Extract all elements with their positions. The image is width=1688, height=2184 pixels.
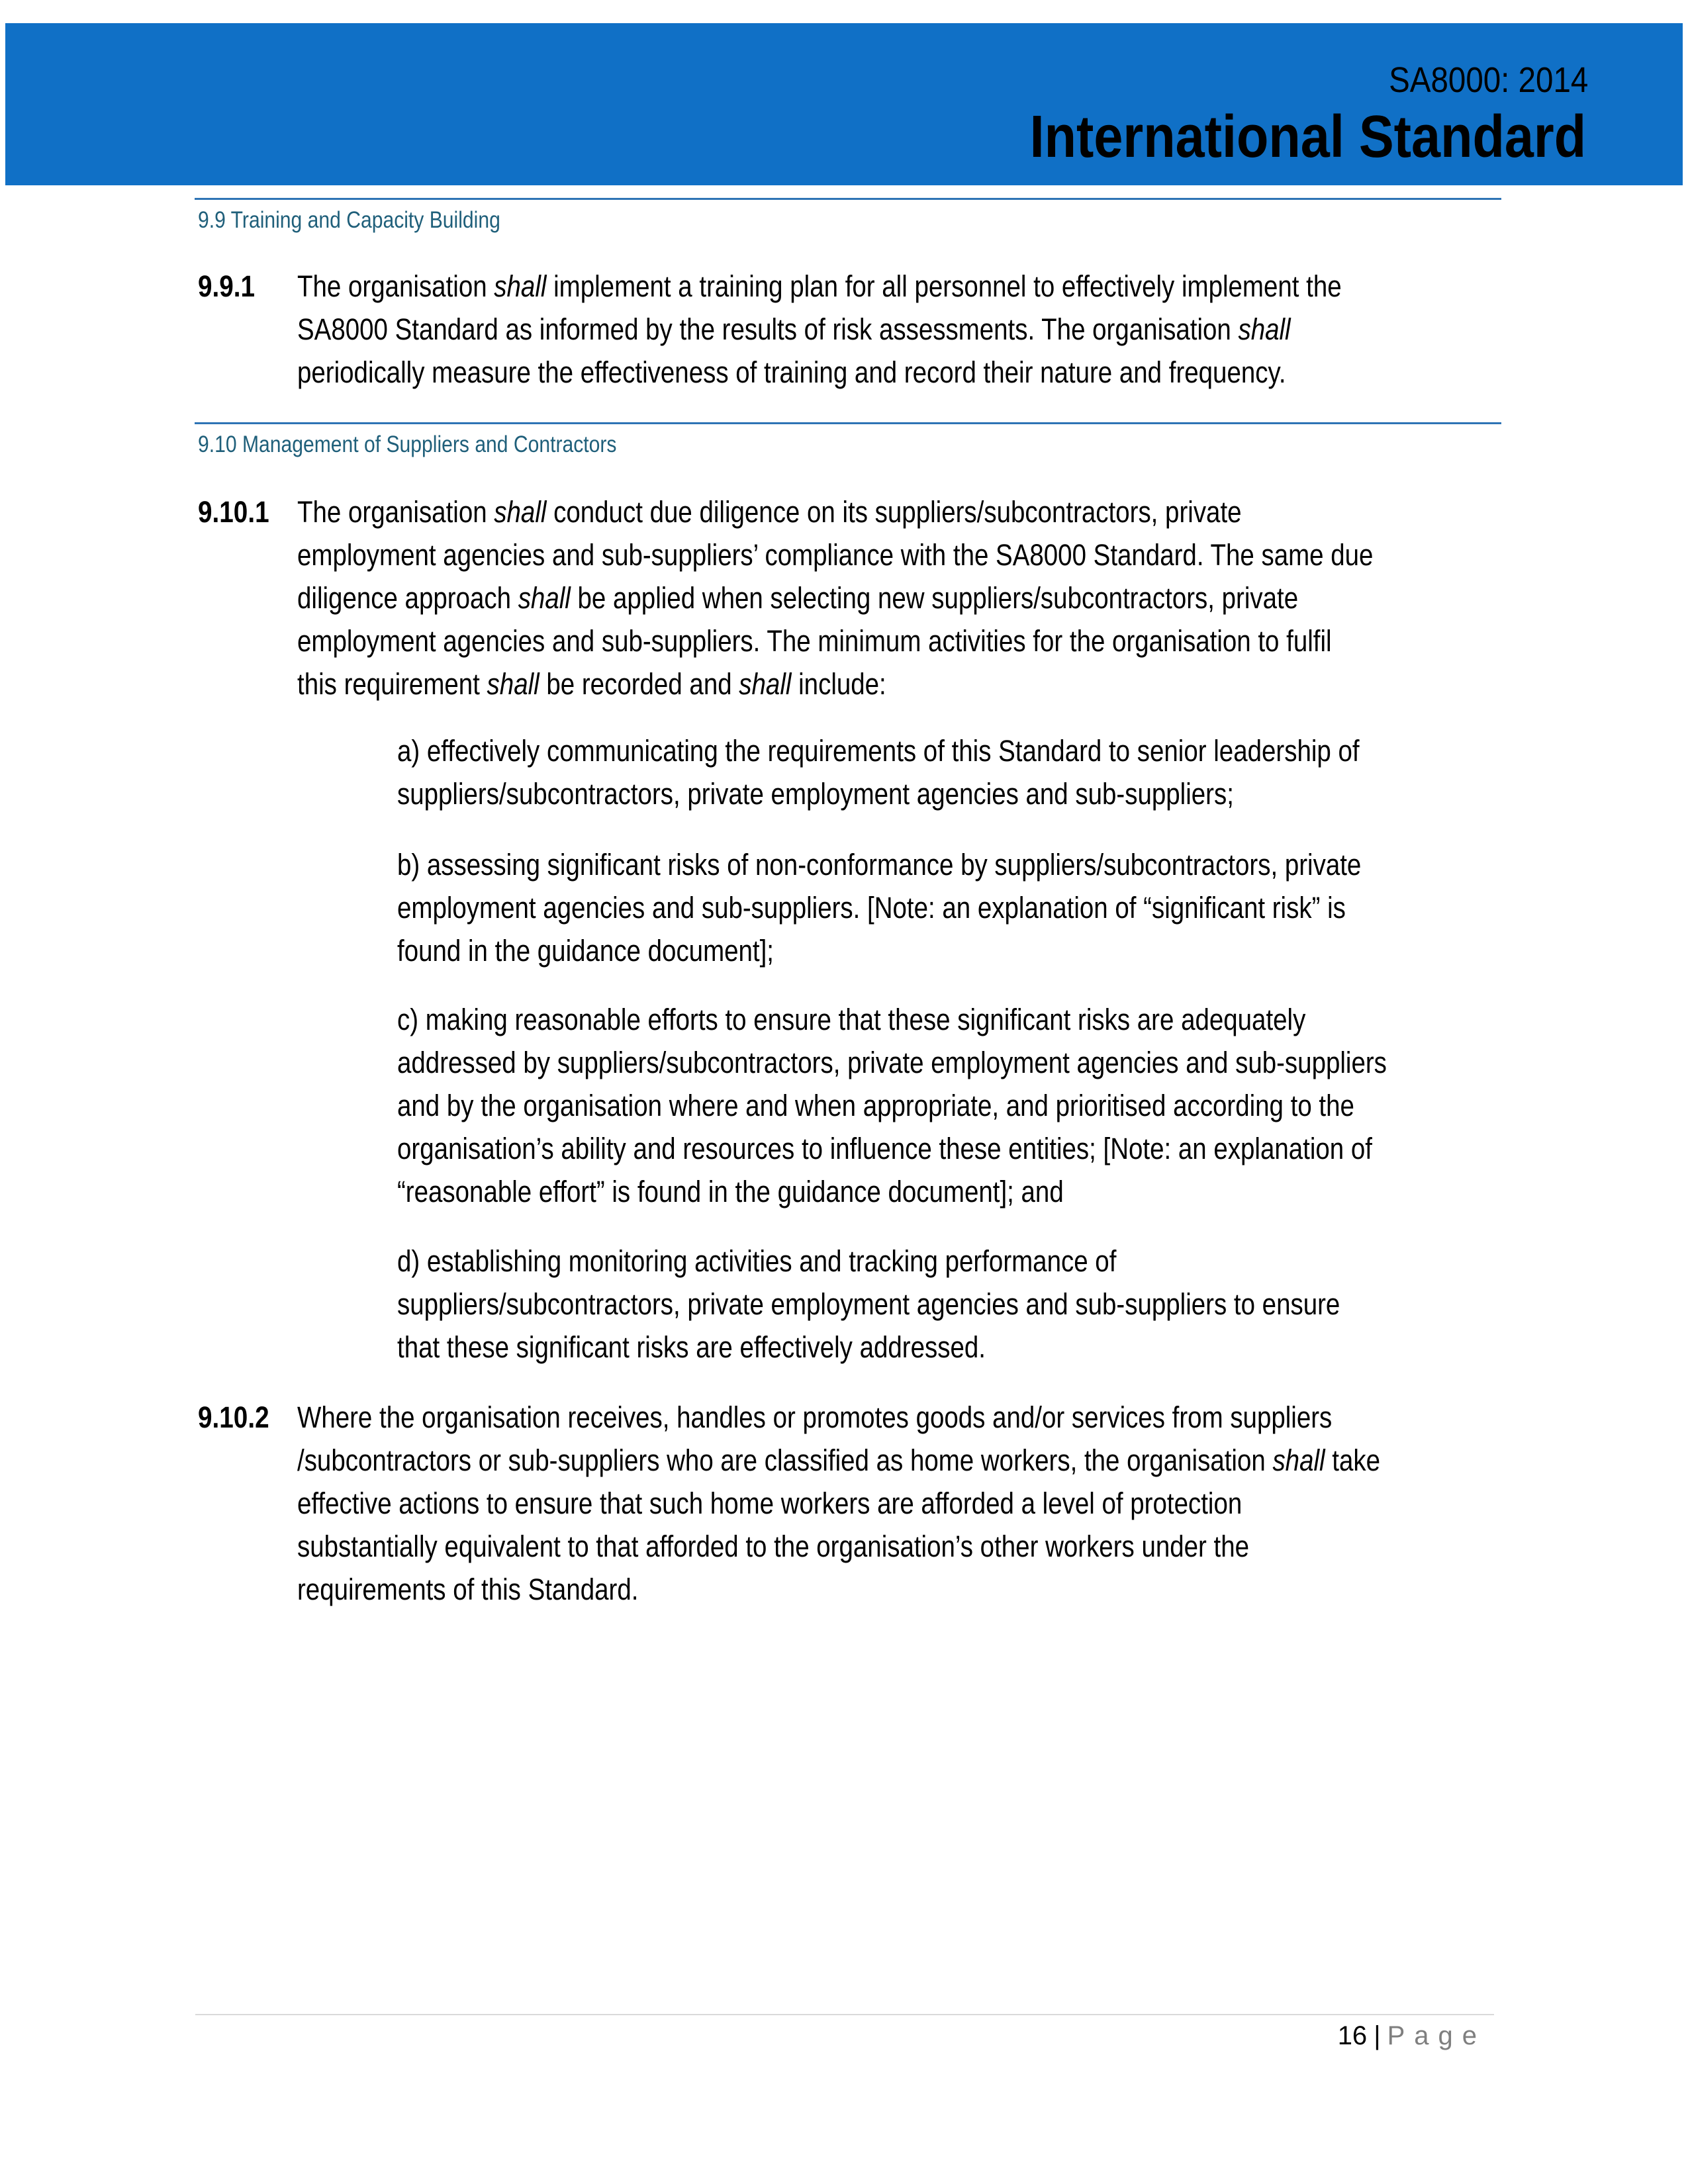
clause-text <box>297 1396 1564 1611</box>
text-segment: Where the organisation receives, handles or promotes goods and/or services from suppliers <box>297 1400 1333 1434</box>
text-segment: that these significant risks are effectively addressed. <box>397 1330 986 1364</box>
text-segment: this requirement <box>297 667 487 701</box>
text-segment: d) establishing monitoring activities and tracking performance of <box>397 1244 1117 1278</box>
clause-number: 9.10.2 <box>198 1400 269 1434</box>
text-segment: be recorded and <box>539 667 739 701</box>
text-line <box>397 1240 1340 1283</box>
text-line <box>397 1283 1340 1326</box>
text-line <box>297 265 1342 308</box>
section-divider <box>195 198 1501 200</box>
list-item <box>397 1240 1500 1369</box>
text-segment: suppliers/subcontractors, private employment agencies and sub-suppliers to ensure <box>397 1287 1340 1321</box>
page-separator: | <box>1374 2021 1381 2050</box>
text-segment: employment agencies and sub-suppliers. [Note: an explanation of “significant risk” is <box>397 891 1346 925</box>
emphasis-text: shall <box>518 581 571 615</box>
text-line <box>297 619 1373 662</box>
text-line <box>297 576 1373 619</box>
footer-divider <box>195 2014 1494 2015</box>
text-line <box>297 351 1342 394</box>
text-segment: The organisation <box>297 495 494 529</box>
list-item <box>397 998 1554 1213</box>
emphasis-text: shall <box>494 269 547 303</box>
clause-text <box>297 265 1519 394</box>
text-segment: employment agencies and sub-suppliers. The minimum activities for the organisation to fulfil <box>297 624 1332 658</box>
text-segment: addressed by suppliers/subcontractors, private employment agencies and sub-suppliers <box>397 1046 1387 1079</box>
text-line <box>297 1525 1380 1568</box>
text-line <box>297 490 1373 533</box>
text-segment: /subcontractors or sub-suppliers who are classified as home workers, the organisation <box>297 1443 1273 1477</box>
text-segment: suppliers/subcontractors, private employment agencies and sub-suppliers; <box>397 777 1234 811</box>
section-divider <box>195 422 1501 424</box>
text-segment: organisation’s ability and resources to influence these entities; [Note: an explanation of <box>397 1132 1372 1165</box>
text-line <box>297 1396 1380 1439</box>
header-band <box>5 23 1683 185</box>
text-line <box>397 1084 1387 1127</box>
text-segment: substantially equivalent to that afforded to the organisation’s other workers under the <box>297 1529 1250 1563</box>
text-line <box>397 886 1361 929</box>
text-segment: include: <box>791 667 886 701</box>
text-line <box>297 1439 1380 1482</box>
emphasis-text: shall <box>1238 312 1291 346</box>
text-segment: The organisation <box>297 269 494 303</box>
text-line <box>297 662 1373 705</box>
section-heading: 9.9 Training and Capacity Building <box>198 207 500 233</box>
page-number: 16 <box>1337 2021 1368 2050</box>
text-segment: “reasonable effort” is found in the guidance document]; and <box>397 1175 1064 1208</box>
text-segment: be applied when selecting new suppliers/subcontractors, private <box>570 581 1299 615</box>
text-line <box>297 533 1373 576</box>
text-line <box>297 308 1342 351</box>
text-segment: effective actions to ensure that such home workers are afforded a level of protection <box>297 1486 1243 1520</box>
text-line <box>297 1568 1380 1611</box>
page-label: Page <box>1387 2021 1486 2050</box>
text-segment: a) effectively communicating the requirements of this Standard to senior leadership of <box>397 734 1360 768</box>
text-segment: employment agencies and sub-suppliers’ compliance with the SA8000 Standard. The same due <box>297 538 1374 572</box>
text-segment: found in the guidance document]; <box>397 934 774 968</box>
text-line <box>397 929 1361 972</box>
text-segment: requirements of this Standard. <box>297 1572 639 1606</box>
emphasis-text: shall <box>487 667 539 701</box>
text-segment: b) assessing significant risks of non-conformance by suppliers/subcontractors, private <box>397 848 1362 882</box>
text-segment: implement a training plan for all personnel to effectively implement the <box>546 269 1342 303</box>
page-footer <box>1338 2020 1486 2052</box>
text-segment: diligence approach <box>297 581 518 615</box>
clause-text <box>297 490 1556 705</box>
section-heading: 9.10 Management of Suppliers and Contractors <box>198 432 617 457</box>
text-segment: periodically measure the effectiveness of training and record their nature and frequency. <box>297 355 1286 389</box>
document-code: SA8000: 2014 <box>1388 60 1588 100</box>
text-line <box>397 998 1387 1041</box>
text-segment: c) making reasonable efforts to ensure that these significant risks are adequately <box>397 1003 1306 1036</box>
text-line <box>397 1041 1387 1084</box>
text-segment: and by the organisation where and when appropriate, and prioritised according to the <box>397 1089 1354 1122</box>
text-line <box>397 843 1361 886</box>
text-segment: take <box>1325 1443 1381 1477</box>
list-item <box>397 729 1523 815</box>
emphasis-text: shall <box>739 667 792 701</box>
list-item <box>397 843 1524 972</box>
text-line <box>397 729 1360 772</box>
text-line <box>397 1170 1387 1213</box>
text-segment: conduct due diligence on its suppliers/subcontractors, private <box>546 495 1242 529</box>
emphasis-text: shall <box>1272 1443 1325 1477</box>
emphasis-text: shall <box>494 495 547 529</box>
text-line <box>297 1482 1380 1525</box>
text-segment: SA8000 Standard as informed by the results of risk assessments. The organisation <box>297 312 1239 346</box>
text-line <box>397 1127 1387 1170</box>
document-title: International Standard <box>1029 104 1586 170</box>
text-line <box>397 772 1360 815</box>
clause-number: 9.10.1 <box>198 495 269 529</box>
text-line <box>397 1326 1340 1369</box>
clause-number: 9.9.1 <box>198 269 256 303</box>
